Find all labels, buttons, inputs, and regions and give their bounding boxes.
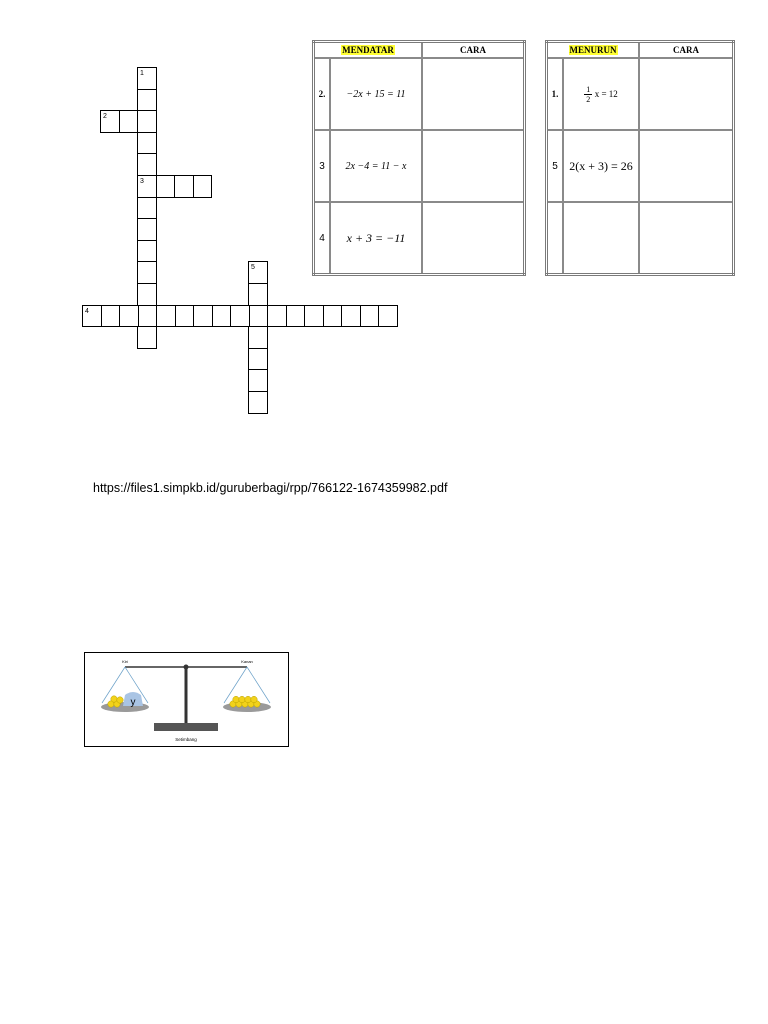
clue-equation: 2(x + 3) = 26 [563,130,639,202]
clue-number-label: 5 [251,264,255,272]
crossword-cell[interactable] [193,305,213,328]
coin [111,696,117,702]
crossword-cell[interactable] [119,110,139,133]
crossword-cell[interactable] [137,240,157,263]
answer-cell[interactable] [422,202,525,275]
crossword-cell[interactable] [248,326,268,349]
crossword-cell[interactable] [286,305,306,328]
crossword-cell[interactable] [249,305,269,328]
clue-equation [563,202,639,275]
crossword-cell[interactable] [156,175,176,198]
clue-equation: −2x + 15 = 11 [330,58,422,130]
left-label: Kiri [122,659,128,664]
crossword-cell[interactable] [137,89,157,112]
coin [245,696,251,702]
crossword-cell[interactable] [82,305,102,328]
clue-number-label: 2 [103,113,107,121]
crossword-cell[interactable] [137,218,157,241]
scale-base [154,723,218,731]
clue-equation: x + 3 = −11 [330,202,422,275]
crossword-cell[interactable] [230,305,250,328]
crossword-cell[interactable] [248,261,268,284]
crossword-cell[interactable] [137,153,157,176]
crossword-cell[interactable] [323,305,343,328]
answer-cell[interactable] [639,58,734,130]
balance-scale-drawing [85,653,288,746]
crossword-cell[interactable] [137,110,157,133]
crossword-cell[interactable] [100,110,120,133]
crossword-cell[interactable] [193,175,213,198]
crossword-cell[interactable] [248,391,268,414]
clue-number-label: 1 [140,70,144,77]
coin [233,696,239,702]
clue-number: 2. [314,58,331,130]
crossword-cell[interactable] [248,369,268,392]
clue-number: 3 [314,130,331,202]
answer-cell[interactable] [422,130,525,202]
coin [239,696,245,702]
clue-number: 1. [547,58,564,130]
crossword-cell[interactable] [137,67,157,90]
crossword-cell[interactable] [137,326,157,349]
crossword-cell[interactable] [137,283,157,306]
table-row [314,130,525,202]
clue-number-label: 3 [140,178,144,185]
answer-cell[interactable] [422,58,525,130]
crossword-cell[interactable] [137,132,157,155]
clue-number: 5 [547,130,564,202]
unknown-label: y [130,697,136,708]
clue-equation: 2x −4 = 11 − x [330,130,422,202]
crossword-cell[interactable] [175,305,195,328]
menurun-table [545,40,735,276]
table-row [547,202,734,275]
clue-number: 4 [314,202,331,275]
crossword-cell[interactable] [119,305,139,328]
clue-number [547,202,564,275]
answer-cell[interactable] [639,202,734,275]
right-label: Kanan [241,659,253,664]
coin [251,696,257,702]
table-row [314,58,525,130]
crossword-cell[interactable] [174,175,194,198]
crossword-cell[interactable] [137,261,157,284]
mendatar-table [312,40,526,276]
balance-scale-figure [84,652,289,747]
mendatar-header: MENDATAR [314,42,423,59]
clue-equation: $\frac{1}{2}$ x = 12 [563,58,639,130]
crossword-cell[interactable] [212,305,232,328]
crossword-cell[interactable] [304,305,324,328]
right-coins [230,696,260,707]
table-row [547,58,734,130]
clue-number-label: 4 [85,307,89,315]
answer-cell[interactable] [639,130,734,202]
crossword-cell[interactable] [248,348,268,371]
crossword-cell[interactable] [137,197,157,220]
crossword-cell[interactable] [101,305,121,328]
source-url[interactable]: https://files1.simpkb.id/guruberbagi/rpp/766122-1674359982.pdf [93,481,448,495]
table-row [314,202,525,275]
crossword-cell[interactable] [267,305,287,328]
menurun-cara-header: CARA [639,42,734,59]
crossword-cell[interactable] [137,305,157,328]
table-row [547,130,734,202]
crossword-cell[interactable] [248,283,268,306]
mendatar-cara-header: CARA [422,42,525,59]
crossword-cell[interactable] [378,305,398,328]
fraction: $\frac{1}{2}$ [586,84,591,104]
crossword-cell[interactable] [360,305,380,328]
coin [117,697,123,703]
crossword-cell[interactable] [341,305,361,328]
crossword-cell[interactable] [156,305,176,328]
menurun-header: MENURUN [547,42,640,59]
balanced-label: Setimbang [175,737,197,742]
